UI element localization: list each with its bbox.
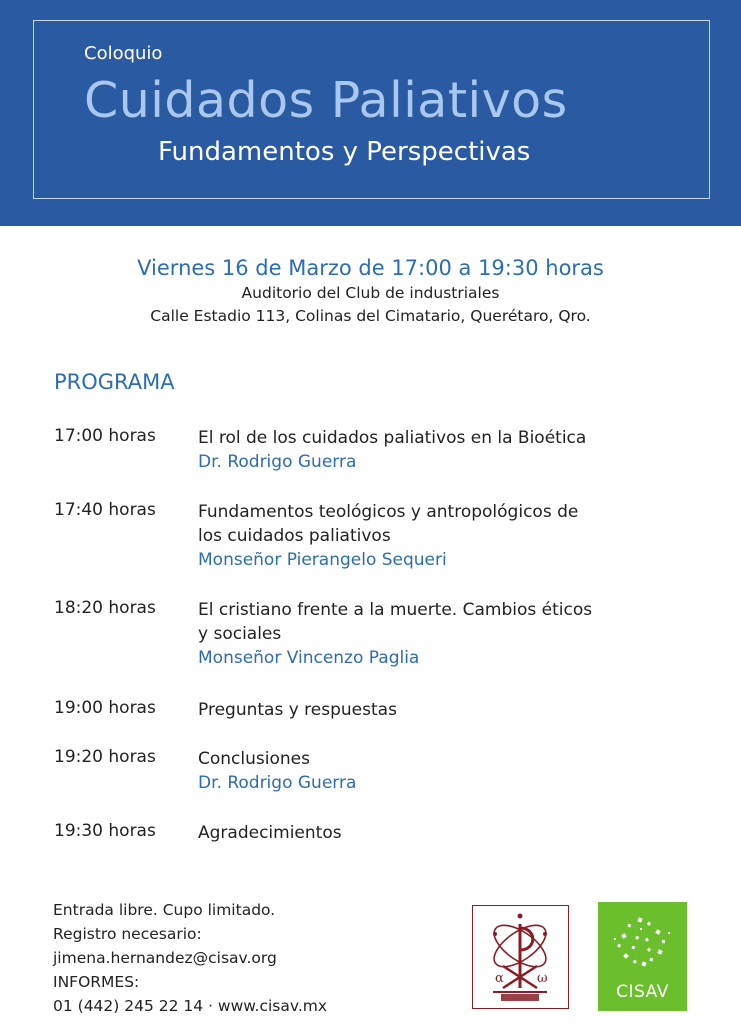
slot-topic-line: El rol de los cuidados paliativos en la Bioética: [198, 428, 587, 448]
program-heading: PROGRAMA: [54, 370, 175, 394]
chi-rho-logo: [472, 905, 569, 1009]
registration-note: Registro necesario:: [53, 925, 202, 943]
alpha-glyph: α: [495, 971, 504, 986]
event-subtitle: Fundamentos y Perspectivas: [158, 137, 531, 167]
slot-topic: [198, 698, 658, 722]
contact-email: jimena.hernandez@cisav.org: [53, 949, 277, 967]
event-date-time: Viernes 16 de Marzo de 17:00 a 19:30 horas: [137, 256, 604, 280]
slot-time: 19:00 horas: [54, 698, 156, 718]
slot-time: 17:40 horas: [54, 500, 156, 520]
cisav-logo: [598, 902, 687, 1011]
registration-info: [53, 898, 327, 1018]
slot-topic-line: El cristiano frente a la muerte. Cambios éticos: [198, 600, 593, 620]
slot-time: 18:20 horas: [54, 598, 156, 618]
contact-phone-web: 01 (442) 245 22 14 · www.cisav.mx: [53, 997, 328, 1015]
slot-topic: [198, 747, 658, 795]
slot-topic: [198, 426, 658, 474]
slot-time: 19:20 horas: [54, 747, 156, 767]
slot-topic-line: Conclusiones: [198, 749, 310, 769]
slot-time: 19:30 horas: [54, 821, 156, 841]
admission-note: Entrada libre. Cupo limitado.: [53, 901, 276, 919]
slot-topic-line: Agradecimientos: [198, 823, 342, 843]
slot-speaker: Dr. Rodrigo Guerra: [198, 773, 357, 793]
slot-topic-line: y sociales: [198, 624, 282, 644]
event-title: Cuidados Paliativos: [84, 72, 568, 129]
cisav-logo-label: CISAV: [616, 982, 669, 1002]
cisav-dots-icon: [598, 902, 687, 980]
omega-glyph: ω: [537, 971, 548, 986]
info-label: INFORMES:: [53, 973, 140, 991]
slot-topic-line: los cuidados paliativos: [198, 526, 391, 546]
slot-topic-line: Fundamentos teológicos y antropológicos de: [198, 502, 579, 522]
event-address: Calle Estadio 113, Colinas del Cimatario, Querétaro, Qro.: [150, 307, 591, 325]
slot-topic-line: Preguntas y respuestas: [198, 700, 397, 720]
event-type-label: Coloquio: [84, 43, 163, 64]
slot-speaker: Monseñor Pierangelo Sequeri: [198, 550, 447, 570]
slot-speaker: Monseñor Vincenzo Paglia: [198, 648, 420, 668]
chi-rho-icon: [473, 906, 567, 1007]
slot-time: 17:00 horas: [54, 426, 156, 446]
slot-topic: [198, 821, 658, 845]
slot-topic: [198, 598, 658, 670]
event-venue: Auditorio del Club de industriales: [241, 284, 500, 302]
slot-topic: [198, 500, 658, 572]
slot-speaker: Dr. Rodrigo Guerra: [198, 452, 357, 472]
header-banner: [0, 0, 741, 226]
